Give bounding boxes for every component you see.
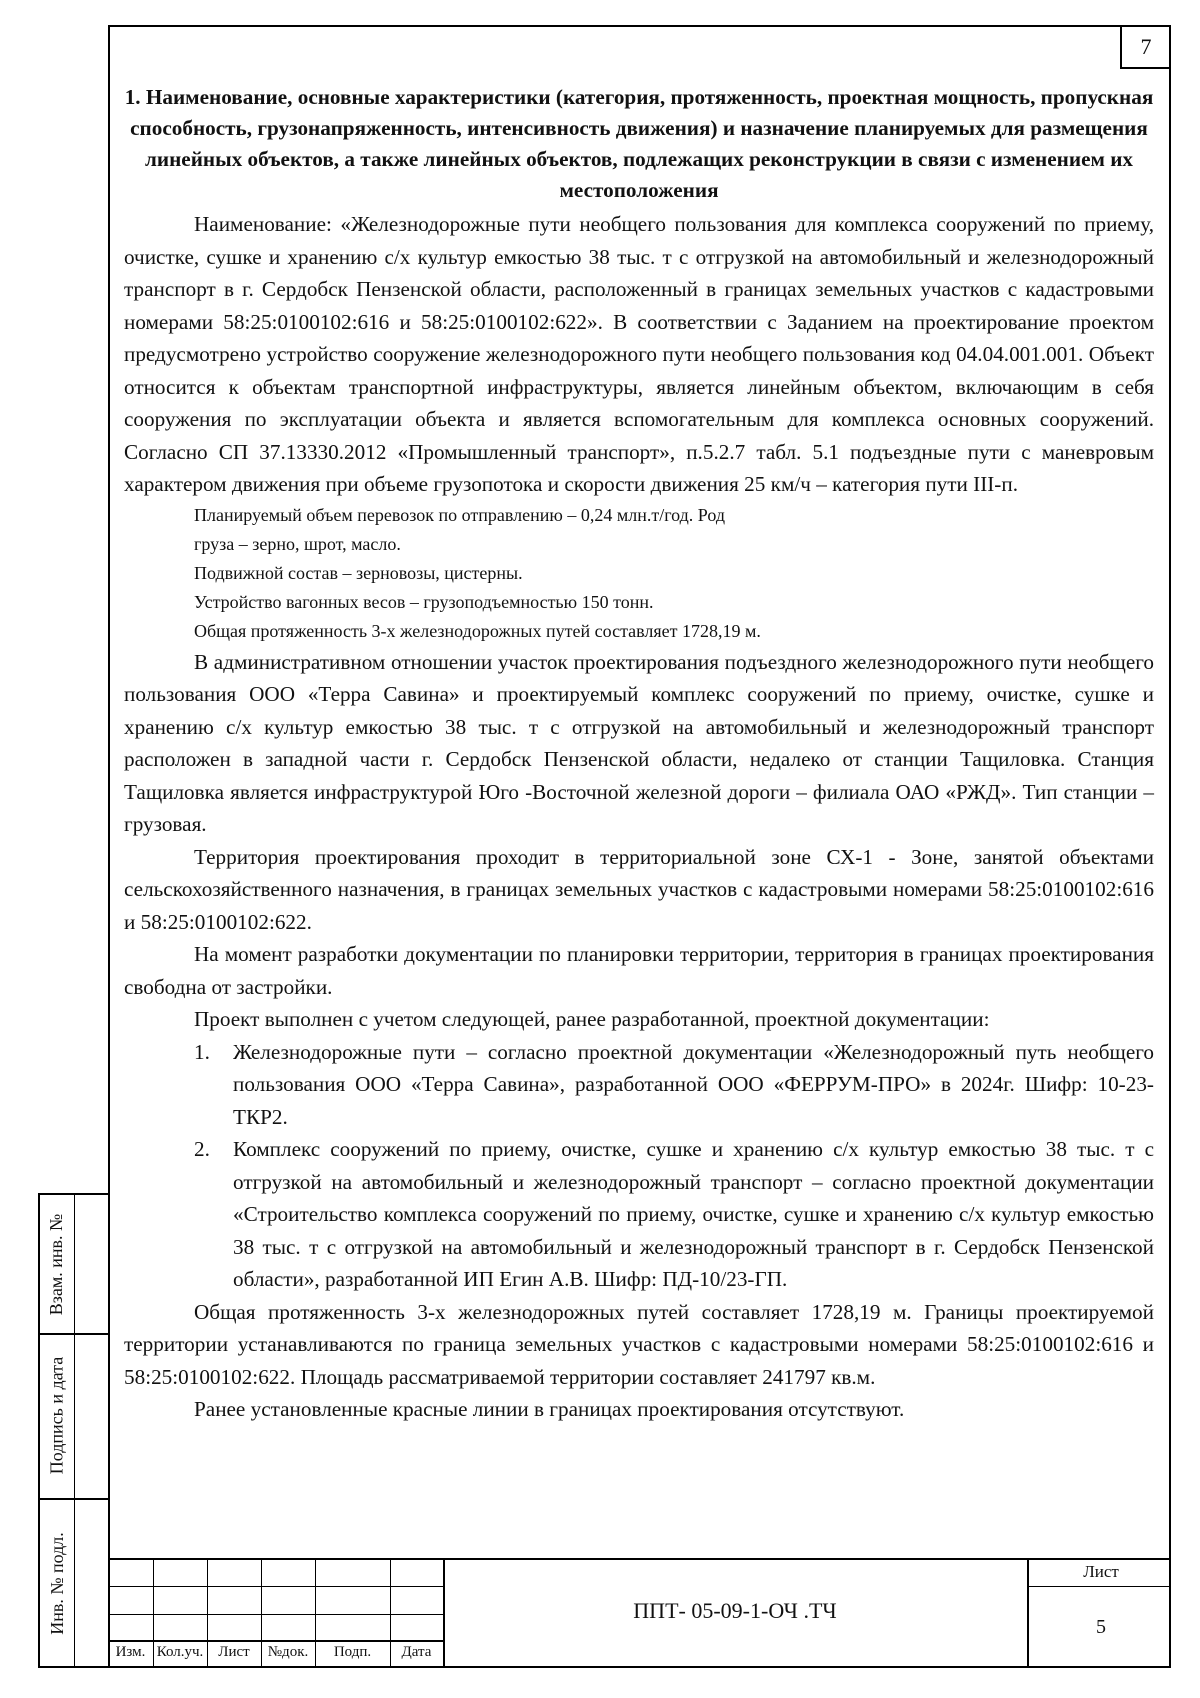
paragraph-name: Наименование: «Железнодорожные пути необщего пользования для комплекса сооружений по приему, очистке, сушке и хранению с/х культур емкостью 38 тыс. т с отгрузкой на автомобильный и железнодорожный транспорт в г. Сердобск Пензенской области, расположенный в границах земельных участков с кадастровыми номерами 58:25:0100102:616 и 58:25:0100102:622». В соответствии с Заданием на проектирование проектом предусмотрено устройство сооружение железнодорожного пути необщего пользования код 04.04.001.001. Объект относится к объектам транспортной инфраструктуры, является линейным объектом, включающим в себя сооружения по эксплуатации объекта и является вспомогательным для комплекса основных сооружений. Согласно СП 37.13330.2012 «Промышленный транспорт», п.5.2.7 табл. 5.1 подъездные пути с маневровым характером движения при объеме грузопотока и скорости движения 25 км/ч – категория пути III-п.: [124, 212, 1154, 496]
paragraph-boundaries: Общая протяженность 3-х железнодорожных путей составляет 1728,19 м. Границы проектируемой территории устанавливаются по граница земельных участков с кадастровыми номерами 58:25:0100102:616 и 58:25:0100102:622. Площадь рассматриваемой территории составляет 241797 кв.м.: [124, 1299, 1154, 1389]
list-item-text: Железнодорожные пути – согласно проектной документации «Железнодорожный путь необщего пользования ООО «Терра Савина», разработанной ООО «ФЕРРУМ-ПРО» в 2024г. Шифр: 10-23-ТКР2.: [233, 1039, 1154, 1129]
kol-uch-label: Кол.уч.: [156, 1644, 204, 1660]
document-code: ППТ- 05-09-1-ОЧ .ТЧ: [633, 1598, 837, 1623]
sheet-number: 5: [1096, 1616, 1106, 1638]
tb-row-line: [108, 1614, 443, 1615]
tb-row-line: [108, 1640, 443, 1642]
izm-label: Изм.: [115, 1644, 146, 1660]
list-column-label: Лист: [218, 1644, 250, 1660]
list-item: [124, 1036, 1154, 1134]
rolling-stock-line: Подвижной состав – зерновозы, цистерны.: [194, 562, 523, 583]
inv-original-label: Инв. № подл.: [46, 1531, 67, 1635]
signature-date-label-cell: [40, 1333, 74, 1498]
page-number: 7: [1120, 27, 1170, 69]
tb-row-line: [108, 1586, 443, 1587]
list-item-number: 2.: [194, 1137, 210, 1161]
sheet-label: Лист: [1083, 1562, 1119, 1581]
section-heading: 1. Наименование, основные характеристики (категория, протяженность, проектная мощность, пропускная способность, грузонапряженность, интенсивность движения) и назначение планируемых для размещения линейных объектов, а также линейных объектов, подлежащих реконструкции в связи с изменением их местоположения: [124, 85, 1154, 202]
track-length-line: Общая протяженность 3-х железнодорожных путей составляет 1728,19 м.: [194, 620, 761, 641]
binding-strip: [38, 1193, 108, 1668]
title-block: [108, 1558, 1171, 1668]
date-label: Дата: [401, 1644, 432, 1660]
paragraph-territory: Территория проектирования проходит в территориальной зоне СХ-1 - Зоне, занятой объектами сельскохозяйственного назначения, в границах земельных участков с кадастровыми номерами 58:25:0100102:616 и 58:25:0100102:622.: [124, 844, 1154, 934]
paragraph-administrative: В административном отношении участок проектирования подъездного железнодорожного пути необщего пользования ООО «Терра Савина» и проектируемый комплекс сооружений по приему, очистке, сушке и хранению с/х культур емкостью 38 тыс. т с отгрузкой на автомобильный и железнодорожный транспорт расположен в западной части г. Сердобск Пензенской области, недалеко от станции Тащиловка. Станция Тащиловка является инфраструктурой Юго -Восточной железной дороги – филиала ОАО «РЖД». Тип станции – грузовая.: [124, 649, 1154, 836]
freight-volume-line: Планируемый объем перевозок по отправлению – 0,24 млн.т/год. Род: [194, 504, 725, 525]
podp-label: Подп.: [333, 1644, 372, 1660]
list-item-text: Комплекс сооружений по приему, очистке, сушке и хранению с/х культур емкостью 38 тыс. т с отгрузкой на автомобильный и железнодорожный транспорт – согласно проектной документации «Строительство комплекса сооружений по приему, очистке, сушке и хранению с/х культур емкостью 38 тыс. т с отгрузкой на автомобильный и железнодорожный транспорт в г. Сердобск Пензенской области», разработанной ИП Егин А.В. Шифр: ПД-10/23-ГП.: [233, 1137, 1154, 1291]
vzam-inv-label: Взам. инв. №: [46, 1213, 67, 1315]
document-body: [124, 82, 1154, 1426]
paragraph-red-lines: Ранее установленные красные линии в границах проектирования отсутствуют.: [194, 1397, 905, 1421]
tb-row-line: [1027, 1586, 1169, 1587]
paragraph-development: На момент разработки документации по планировки территории, территория в границах проектирования свободна от застройки.: [124, 942, 1154, 999]
ndok-label: №док.: [267, 1644, 309, 1660]
list-item: [124, 1133, 1154, 1296]
vzam-inv-label-cell: [40, 1195, 74, 1333]
signature-date-label: Подпись и дата: [46, 1356, 67, 1475]
paragraph-documentation: Проект выполнен с учетом следующей, ранее разработанной, проектной документации:: [194, 1007, 990, 1031]
cargo-type-line: груза – зерно, шрот, масло.: [194, 533, 401, 554]
strip-divider: [74, 1195, 75, 1666]
tb-col-line: [1027, 1560, 1029, 1668]
documentation-list: [124, 1036, 1154, 1296]
list-item-number: 1.: [194, 1039, 210, 1064]
inv-original-label-cell: [40, 1498, 74, 1668]
scales-line: Устройство вагонных весов – грузоподъемностью 150 тонн.: [194, 591, 654, 612]
